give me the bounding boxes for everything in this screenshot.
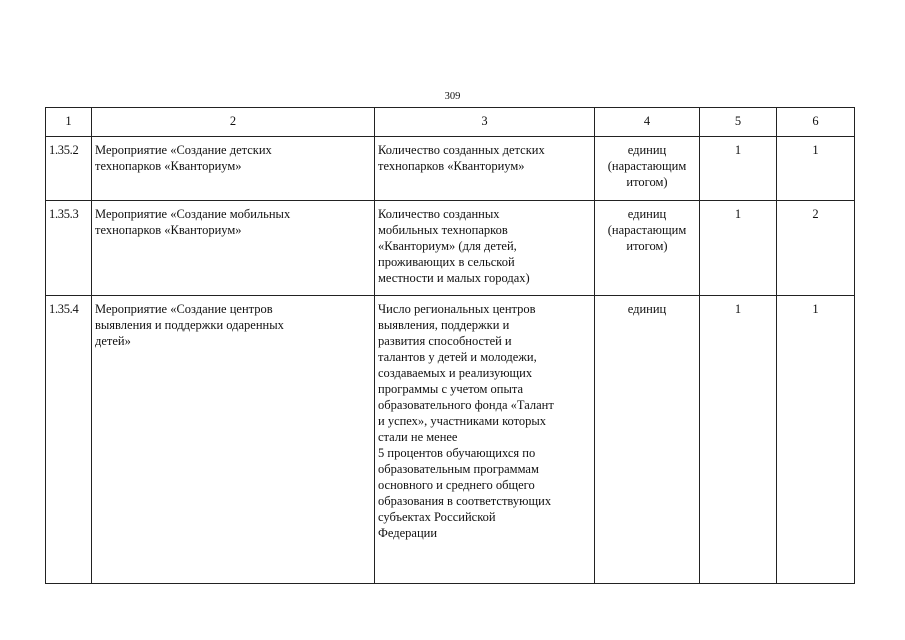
value-col5: 1 [700, 296, 777, 584]
unit-of-measure: единиц (нарастающим итогом) [595, 201, 700, 296]
unit-of-measure: единиц [595, 296, 700, 584]
event-name: Мероприятие «Создание детских технопарков «Кванториум» [92, 137, 375, 201]
row-number: 1.35.3 [46, 201, 92, 296]
header-cell-4: 4 [595, 108, 700, 137]
value-col6: 1 [777, 296, 855, 584]
header-cell-5: 5 [700, 108, 777, 137]
indicators-table [45, 107, 855, 584]
table-row [46, 296, 855, 584]
header-cell-1: 1 [46, 108, 92, 137]
value-col5: 1 [700, 201, 777, 296]
header-cell-2: 2 [92, 108, 375, 137]
unit-of-measure: единиц (нарастающим итогом) [595, 137, 700, 201]
table-row [46, 201, 855, 296]
indicator-name: Число региональных центров выявления, поддержки и развития способностей и талантов у детей и молодежи, создаваемых и реализующих программы с учетом опыта образовательного фонда «Талант и успех», участниками которых стали не менее 5 процентов обучающихся по образовательным программам основного и среднего общего образования в соответствующих субъектах Российской Федерации [375, 296, 595, 584]
header-cell-3: 3 [375, 108, 595, 137]
row-number: 1.35.2 [46, 137, 92, 201]
value-col6: 1 [777, 137, 855, 201]
header-cell-6: 6 [777, 108, 855, 137]
event-name: Мероприятие «Создание центров выявления и поддержки одаренных детей» [92, 296, 375, 584]
event-name: Мероприятие «Создание мобильных технопарков «Кванториум» [92, 201, 375, 296]
value-col6: 2 [777, 201, 855, 296]
indicator-name: Количество созданных мобильных технопарков «Кванториум» (для детей, проживающих в сельской местности и малых городах) [375, 201, 595, 296]
indicator-name: Количество созданных детских технопарков «Кванториум» [375, 137, 595, 201]
value-col5: 1 [700, 137, 777, 201]
page-number: 309 [444, 91, 461, 102]
row-number: 1.35.4 [46, 296, 92, 584]
table-header-row [46, 108, 855, 137]
table-row [46, 137, 855, 201]
